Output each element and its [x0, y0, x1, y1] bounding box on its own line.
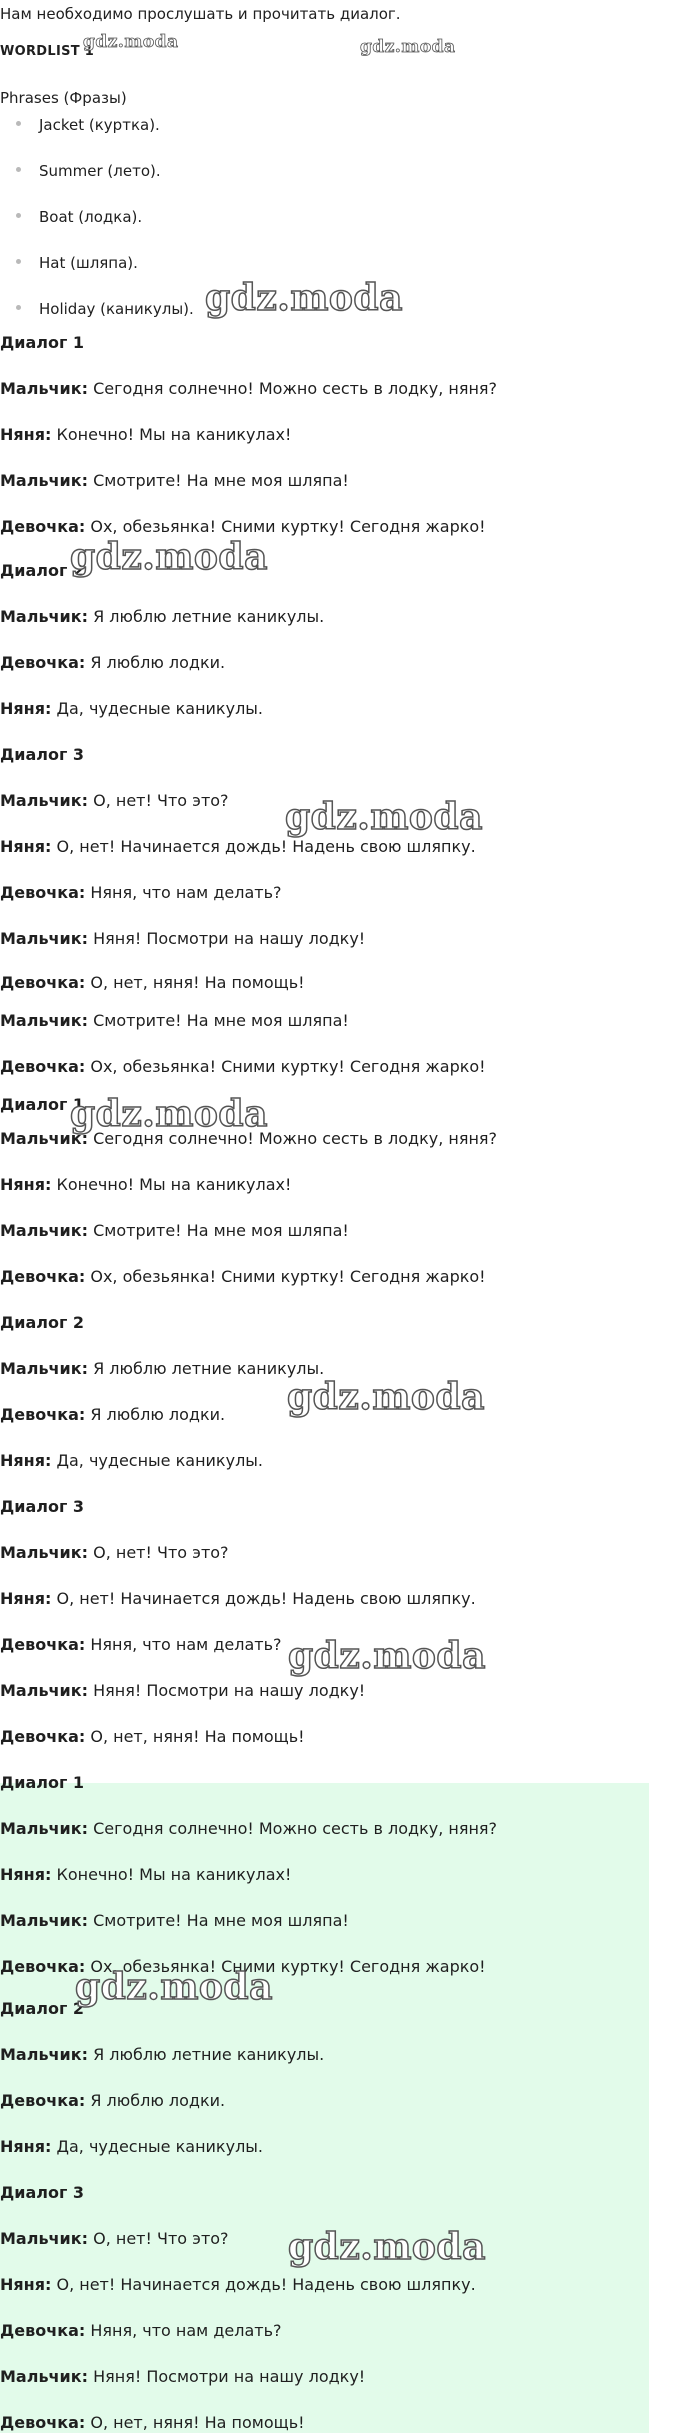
speaker-label: Девочка: — [0, 1957, 86, 1976]
dialog-heading: Диалог 3 — [0, 2183, 85, 2202]
speaker-label: Мальчик: — [0, 607, 89, 626]
dialog-line — [0, 2230, 229, 2248]
speaker-label: Девочка: — [0, 1267, 86, 1286]
dialog-line — [0, 472, 349, 490]
dialog-line — [0, 2276, 476, 2294]
line-text: Сегодня солнечно! Можно сесть в лодку, няня? — [88, 379, 498, 398]
bullet-icon — [16, 259, 21, 264]
phrase-item: Boat (лодка). — [16, 209, 142, 226]
watermark-logo: gdz.moda — [75, 1966, 273, 2008]
speaker-label: Няня: — [0, 837, 52, 856]
speaker-label: Мальчик: — [0, 1911, 89, 1930]
line-text: Смотрите! На мне моя шляпа! — [88, 1911, 349, 1930]
speaker-label: Мальчик: — [0, 379, 89, 398]
watermark-logo: gdz.moda — [288, 2226, 486, 2268]
line-text: О, нет, няня! На помощь! — [85, 1727, 305, 1746]
line-text: О, нет! Начинается дождь! Надень свою шляпку. — [51, 1589, 476, 1608]
line-text: Ох, обезьянка! Сними куртку! Сегодня жарко! — [85, 1057, 486, 1076]
dialog-line — [0, 2138, 263, 2156]
speaker-label: Няня: — [0, 425, 52, 444]
line-text: Няня! Посмотри на нашу лодку! — [88, 2367, 366, 2386]
dialog-line — [0, 1866, 291, 1884]
speaker-label: Девочка: — [0, 517, 86, 536]
line-text: Я люблю летние каникулы. — [88, 2045, 325, 2064]
line-text: Сегодня солнечно! Можно сесть в лодку, няня? — [88, 1819, 498, 1838]
speaker-label: Мальчик: — [0, 2045, 89, 2064]
dialog-line — [0, 792, 229, 810]
dialog-line — [0, 974, 305, 992]
speaker-label: Мальчик: — [0, 1543, 89, 1562]
line-text: Смотрите! На мне моя шляпа! — [88, 1221, 349, 1240]
dialog-line — [0, 518, 486, 536]
line-text: О, нет! Что это? — [88, 1543, 229, 1562]
speaker-label: Мальчик: — [0, 2367, 89, 2386]
dialog-line — [0, 2322, 282, 2340]
dialog-line — [0, 1912, 349, 1930]
line-text: Конечно! Мы на каникулах! — [51, 1175, 292, 1194]
line-text: Няня! Посмотри на нашу лодку! — [88, 1681, 366, 1700]
speaker-label: Няня: — [0, 699, 52, 718]
speaker-label: Девочка: — [0, 1635, 86, 1654]
speaker-label: Мальчик: — [0, 1011, 89, 1030]
line-text: Да, чудесные каникулы. — [51, 699, 264, 718]
dialog-line — [0, 1636, 282, 1654]
speaker-label: Девочка: — [0, 1405, 86, 1424]
line-text: Да, чудесные каникулы. — [51, 2137, 264, 2156]
speaker-label: Девочка: — [0, 2321, 86, 2340]
speaker-label: Девочка: — [0, 973, 86, 992]
line-text: Я люблю лодки. — [85, 653, 226, 672]
watermark-logo: gdz.moda — [288, 1635, 486, 1677]
phrase-item: Jacket (куртка). — [16, 117, 160, 134]
dialog-heading: Диалог 3 — [0, 1497, 85, 1516]
speaker-label: Мальчик: — [0, 929, 89, 948]
line-text: О, нет! Что это? — [88, 791, 229, 810]
watermark-logo: gdz.moda — [83, 32, 179, 52]
wordlist-title: WORDLIST 1 — [0, 44, 95, 59]
dialog-line — [0, 884, 282, 902]
watermark-logo: gdz.moda — [70, 536, 268, 578]
line-text: Няня, что нам делать? — [85, 883, 282, 902]
speaker-label: Няня: — [0, 1451, 52, 1470]
line-text: Няня, что нам делать? — [85, 2321, 282, 2340]
speaker-label: Девочка: — [0, 1727, 86, 1746]
line-text: Сегодня солнечно! Можно сесть в лодку, няня? — [88, 1129, 498, 1148]
line-text: Конечно! Мы на каникулах! — [51, 1865, 292, 1884]
dialog-line — [0, 838, 476, 856]
dialog-line — [0, 654, 225, 672]
dialog-line — [0, 930, 365, 948]
speaker-label: Няня: — [0, 1589, 52, 1608]
dialog-line — [0, 1820, 497, 1838]
dialog-line — [0, 2368, 365, 2386]
line-text: О, нет! Что это? — [88, 2229, 229, 2248]
speaker-label: Девочка: — [0, 2091, 86, 2110]
dialog-heading: Диалог 1 — [0, 333, 85, 352]
dialog-line — [0, 380, 497, 398]
dialog-line — [0, 426, 291, 444]
speaker-label: Няня: — [0, 2275, 52, 2294]
dialog-line — [0, 700, 263, 718]
speaker-label: Мальчик: — [0, 1221, 89, 1240]
dialog-line — [0, 1222, 349, 1240]
dialog-heading: Диалог 2 — [0, 1313, 85, 1332]
dialog-line — [0, 1452, 263, 1470]
line-text: Я люблю лодки. — [85, 2091, 226, 2110]
speaker-label: Девочка: — [0, 1057, 86, 1076]
watermark-logo: gdz.moda — [70, 1093, 268, 1135]
speaker-label: Мальчик: — [0, 1359, 89, 1378]
speaker-label: Девочка: — [0, 653, 86, 672]
watermark-logo: gdz.moda — [360, 37, 456, 57]
line-text: Я люблю летние каникулы. — [88, 607, 325, 626]
dialog-line — [0, 1268, 486, 1286]
speaker-label: Девочка: — [0, 2413, 86, 2432]
speaker-label: Мальчик: — [0, 2229, 89, 2248]
dialog-heading: Диалог 1 — [0, 1773, 85, 1792]
speaker-label: Няня: — [0, 2137, 52, 2156]
dialog-line — [0, 1590, 476, 1608]
line-text: Я люблю летние каникулы. — [88, 1359, 325, 1378]
dialog-heading: Диалог 1 — [0, 1095, 85, 1114]
line-text: Смотрите! На мне моя шляпа! — [88, 1011, 349, 1030]
speaker-label: Мальчик: — [0, 1681, 89, 1700]
speaker-label: Няня: — [0, 1175, 52, 1194]
line-text: О, нет, няня! На помощь! — [85, 973, 305, 992]
watermark-logo: gdz.moda — [285, 796, 483, 838]
line-text: Ох, обезьянка! Сними куртку! Сегодня жарко! — [85, 1957, 486, 1976]
line-text: Ох, обезьянка! Сними куртку! Сегодня жарко! — [85, 517, 486, 536]
dialog-line — [0, 2046, 324, 2064]
phrases-title: Phrases (Фразы) — [0, 89, 127, 107]
line-text: Конечно! Мы на каникулах! — [51, 425, 292, 444]
dialog-line — [0, 1544, 229, 1562]
line-text: О, нет! Начинается дождь! Надень свою шляпку. — [51, 2275, 476, 2294]
dialog-line — [0, 1360, 324, 1378]
dialog-line — [0, 1406, 225, 1424]
speaker-label: Мальчик: — [0, 1129, 89, 1148]
phrase-item: Hat (шляпа). — [16, 255, 138, 272]
dialog-line — [0, 2092, 225, 2110]
intro-text: Нам необходимо прослушать и прочитать диалог. — [0, 5, 401, 23]
line-text: Няня, что нам делать? — [85, 1635, 282, 1654]
watermark-logo: gdz.moda — [287, 1376, 485, 1418]
line-text: Да, чудесные каникулы. — [51, 1451, 264, 1470]
line-text: О, нет, няня! На помощь! — [85, 2413, 305, 2432]
dialog-line — [0, 1176, 291, 1194]
line-text: Ох, обезьянка! Сними куртку! Сегодня жарко! — [85, 1267, 486, 1286]
dialog-heading: Диалог 2 — [0, 561, 85, 580]
line-text: Смотрите! На мне моя шляпа! — [88, 471, 349, 490]
dialog-heading: Диалог 2 — [0, 1999, 85, 2018]
dialog-heading: Диалог 3 — [0, 745, 85, 764]
bullet-icon — [16, 121, 21, 126]
dialog-line — [0, 1012, 349, 1030]
bullet-icon — [16, 167, 21, 172]
speaker-label: Мальчик: — [0, 1819, 89, 1838]
dialog-line — [0, 608, 324, 626]
line-text: Няня! Посмотри на нашу лодку! — [88, 929, 366, 948]
dialog-line — [0, 1058, 486, 1076]
phrase-item: Summer (лето). — [16, 163, 161, 180]
dialog-line — [0, 2414, 305, 2432]
speaker-label: Мальчик: — [0, 471, 89, 490]
speaker-label: Няня: — [0, 1865, 52, 1884]
phrase-item: Holiday (каникулы). — [16, 301, 194, 318]
line-text: Я люблю лодки. — [85, 1405, 226, 1424]
bullet-icon — [16, 213, 21, 218]
watermark-logo: gdz.moda — [205, 277, 403, 319]
line-text: О, нет! Начинается дождь! Надень свою шляпку. — [51, 837, 476, 856]
speaker-label: Мальчик: — [0, 791, 89, 810]
dialog-line — [0, 1682, 365, 1700]
speaker-label: Девочка: — [0, 883, 86, 902]
dialog-line — [0, 1728, 305, 1746]
bullet-icon — [16, 305, 21, 310]
